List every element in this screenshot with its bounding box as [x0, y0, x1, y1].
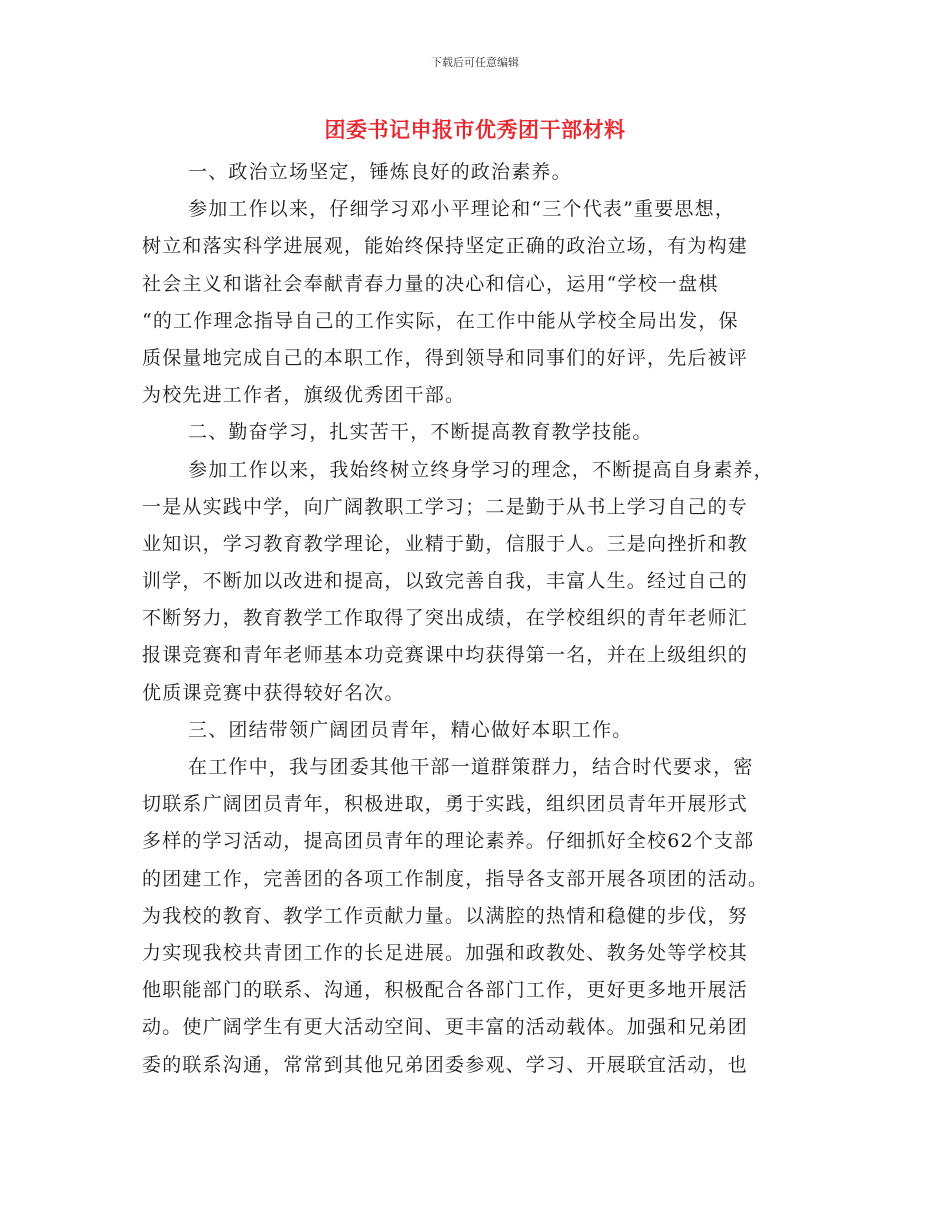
paragraph-line: 业知识，学习教育教学理论，业精于勤，信服于人。三是向挫折和教 [142, 532, 749, 555]
paragraph-line: 为我校的教育、教学工作贡献力量。以满腔的热情和稳健的步伐，努 [142, 904, 749, 927]
paragraph-line: 一是从实践中学，向广阔教职工学习；二是勤于从书上学习自己的专 [142, 495, 749, 518]
paragraph-line: 不断努力，教育教学工作取得了突出成绩，在学校组织的青年老师汇 [142, 607, 749, 630]
section-heading-3: 三、团结带领广阔团员青年，精心做好本职工作。 [188, 718, 633, 741]
paragraph-line: 训学，不断加以改进和提高，以致完善自我，丰富人生。经过自己的 [142, 570, 749, 593]
paragraph-line: 报课竞赛和青年老师基本功竞赛课中均获得第一名，并在上级组织的 [142, 644, 749, 667]
section-heading-1: 一、政治立场坚定，锤炼良好的政治素养。 [188, 161, 572, 183]
paragraph-line: 树立和落实科学进展观，能始终保持坚定正确的政治立场，有为构建 [142, 235, 749, 258]
paragraph-line: 委的联系沟通，常常到其他兄弟团委参观、学习、开展联宜活动，也 [142, 1053, 749, 1076]
paragraph-line: 优质课竞赛中获得较好名次。 [142, 681, 405, 704]
page-header-note: 下载后可任意编辑 [431, 56, 519, 69]
paragraph-line: 多样的学习活动，提高团员青年的理论素养。仔细抓好全校62个支部 [142, 830, 755, 853]
paragraph-line: 的团建工作，完善团的各项工作制度，指导各支部开展各项团的活动。 [142, 867, 769, 890]
document-body [142, 154, 810, 1084]
paragraph-line: 参加工作以来，我始终树立终身学习的理念，不断提高自身素养， [188, 458, 774, 481]
paragraph-line: 社会主义和谐社会奉献青春力量的决心和信心，运用“学校一盘棋 [142, 272, 719, 295]
paragraph-line: 动。使广阔学生有更大活动空间、更丰富的活动载体。加强和兄弟团 [142, 1016, 749, 1039]
paragraph-line: 参加工作以来，仔细学习邓小平理论和“三个代表”重要思想， [188, 198, 736, 221]
paragraph-line: 切联系广阔团员青年，积极进取，勇于实践，组织团员青年开展形式 [142, 793, 749, 816]
paragraph-line: 力实现我校共青团工作的长足进展。加强和政教处、教务处等学校其 [142, 941, 749, 964]
paragraph-line: “的工作理念指导自己的工作实际，在工作中能从学校全局出发，保 [142, 309, 739, 332]
document-title: 团委书记申报市优秀团干部材料 [324, 118, 626, 142]
paragraph-line: 他职能部门的联系、沟通，积极配合各部门工作，更好更多地开展活 [142, 979, 749, 1002]
paragraph-line: 质保量地完成自己的本职工作，得到领导和同事们的好评，先后被评 [142, 346, 749, 369]
paragraph-line: 在工作中，我与团委其他干部一道群策群力，结合时代要求，密 [188, 756, 754, 778]
paragraph-line: 为校先进工作者，旗级优秀团干部。 [142, 384, 466, 407]
section-heading-2: 二、勤奋学习，扎实苦干，不断提高教育教学技能。 [188, 421, 653, 444]
